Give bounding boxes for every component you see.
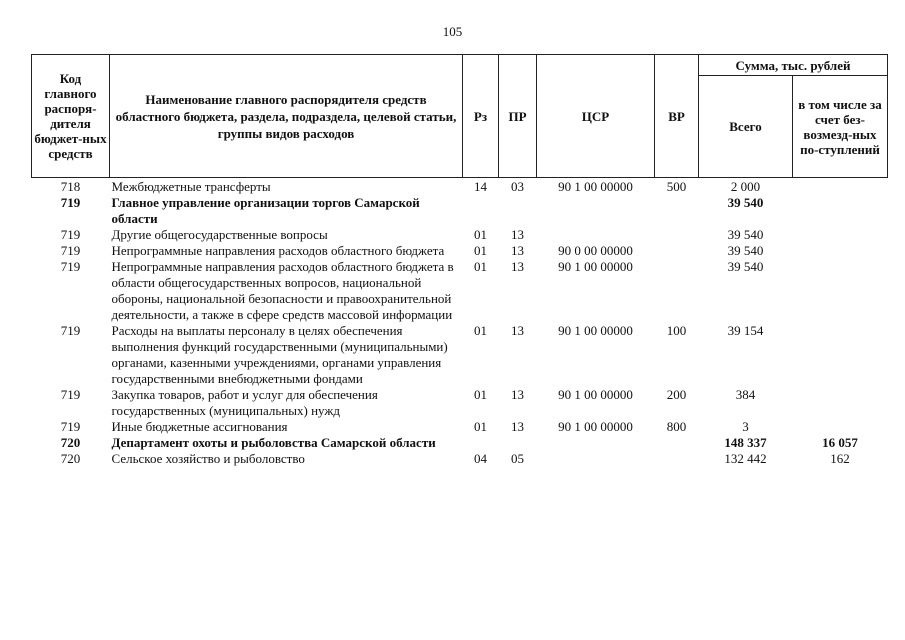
cell-name: Закупка товаров, работ и услуг для обеспечения государственных (муниципальных) нужд	[111, 387, 378, 418]
cell-rz: 01	[474, 243, 487, 258]
cell-pr: 13	[511, 387, 524, 402]
cell-name: Главное управление организации торгов Самарской области	[111, 195, 420, 226]
cell-rz: 01	[474, 419, 487, 434]
header-total: Всего	[699, 76, 793, 178]
cell-total: 3	[742, 419, 749, 434]
cell-name: Непрограммные направления расходов областного бюджета	[111, 243, 445, 258]
table-row	[32, 451, 888, 467]
cell-rz	[463, 435, 499, 451]
cell-free	[793, 323, 888, 387]
table-row	[32, 243, 888, 259]
cell-total: 384	[735, 387, 756, 402]
table-row	[32, 323, 888, 387]
cell-free	[793, 227, 888, 243]
cell-csr	[537, 195, 655, 227]
cell-pr	[499, 195, 537, 227]
cell-pr: 13	[511, 323, 524, 338]
cell-pr: 13	[511, 419, 524, 434]
cell-csr	[537, 435, 655, 451]
cell-name: Департамент охоты и рыболовства Самарской области	[111, 435, 436, 450]
table-row	[32, 387, 888, 419]
cell-free	[793, 178, 888, 196]
cell-vr	[655, 259, 699, 323]
cell-csr	[537, 451, 655, 467]
cell-free	[793, 387, 888, 419]
cell-total: 39 540	[727, 227, 764, 242]
cell-free	[793, 195, 888, 227]
cell-rz: 01	[474, 387, 487, 402]
cell-vr	[655, 227, 699, 243]
cell-csr: 90 1 00 00000	[558, 387, 633, 402]
table-row	[32, 419, 888, 435]
cell-rz: 01	[474, 227, 487, 242]
header-name: Наименование главного распорядителя средств областного бюджета, раздела, подраздела, целевой статьи, группы видов расходов	[110, 55, 463, 178]
cell-vr	[655, 451, 699, 467]
cell-code: 719	[60, 419, 81, 434]
cell-csr: 90 1 00 00000	[558, 323, 633, 338]
header-pr: ПР	[499, 55, 537, 178]
cell-rz	[463, 195, 499, 227]
cell-free	[793, 243, 888, 259]
table-row	[32, 435, 888, 451]
page-number: 105	[442, 24, 463, 39]
budget-table	[31, 54, 888, 467]
header-rz: Рз	[463, 55, 499, 178]
table-header	[32, 55, 888, 178]
cell-csr: 90 0 00 00000	[558, 243, 633, 258]
cell-csr: 90 1 00 00000	[558, 179, 633, 194]
table-row	[32, 178, 888, 196]
cell-total: 148 337	[724, 435, 767, 450]
cell-csr: 90 1 00 00000	[558, 259, 633, 274]
cell-total: 39 540	[727, 195, 764, 210]
header-free: в том числе за счет без-возмезд-ных по-ступлений	[793, 76, 888, 178]
cell-vr: 800	[666, 419, 687, 434]
cell-csr	[537, 227, 655, 243]
cell-code: 719	[60, 227, 81, 242]
cell-name: Непрограммные направления расходов областного бюджета в области общегосударственных вопросов, национальной обороны, национальной безопасности и правоохранительной деятельности, а также в сфере средств массовой информации	[111, 259, 454, 322]
cell-rz: 01	[474, 323, 487, 338]
header-sum: Сумма, тыс. рублей	[699, 55, 888, 76]
header-csr: ЦСР	[537, 55, 655, 178]
table-row	[32, 259, 888, 323]
cell-pr: 13	[511, 243, 524, 258]
cell-rz: 14	[474, 179, 487, 194]
cell-pr: 03	[511, 179, 524, 194]
cell-csr: 90 1 00 00000	[558, 419, 633, 434]
table-row	[32, 195, 888, 227]
cell-total: 39 540	[727, 243, 764, 258]
cell-free: 162	[830, 451, 850, 466]
cell-total: 2 000	[730, 179, 761, 194]
cell-rz: 01	[474, 259, 487, 274]
cell-name: Расходы на выплаты персоналу в целях обеспечения выполнения функций государственными (муниципальными) органами, казенными учреждениями, органами управления государственными внебюджетными фондами	[111, 323, 448, 386]
header-vr: ВР	[655, 55, 699, 178]
cell-name: Иные бюджетные ассигнования	[111, 419, 288, 434]
cell-vr: 500	[666, 179, 687, 194]
cell-vr	[655, 195, 699, 227]
cell-name: Межбюджетные трансферты	[111, 179, 271, 194]
cell-name: Сельское хозяйство и рыболовство	[111, 451, 305, 466]
cell-free: 16 057	[822, 435, 858, 450]
cell-pr	[499, 435, 537, 451]
cell-vr	[655, 243, 699, 259]
cell-pr: 05	[511, 451, 524, 466]
cell-code: 719	[60, 323, 81, 338]
cell-total: 132 442	[724, 451, 767, 466]
cell-code: 719	[60, 259, 81, 274]
cell-code: 719	[60, 243, 81, 258]
cell-free	[793, 419, 888, 435]
cell-rz: 04	[474, 451, 487, 466]
cell-code: 719	[60, 195, 81, 210]
table-row	[32, 227, 888, 243]
cell-code: 720	[60, 451, 81, 466]
table-body	[32, 178, 888, 468]
header-code: Код главного распоря-дителя бюджет-ных средств	[32, 55, 110, 178]
cell-total: 39 540	[727, 259, 764, 274]
cell-vr: 100	[666, 323, 687, 338]
cell-pr: 13	[511, 259, 524, 274]
cell-pr: 13	[511, 227, 524, 242]
cell-free	[793, 259, 888, 323]
cell-code: 718	[60, 179, 81, 194]
cell-total: 39 154	[727, 323, 764, 338]
cell-code: 720	[60, 435, 81, 450]
cell-vr: 200	[666, 387, 687, 402]
cell-name: Другие общегосударственные вопросы	[111, 227, 328, 242]
cell-code: 719	[60, 387, 81, 402]
cell-vr	[655, 435, 699, 451]
